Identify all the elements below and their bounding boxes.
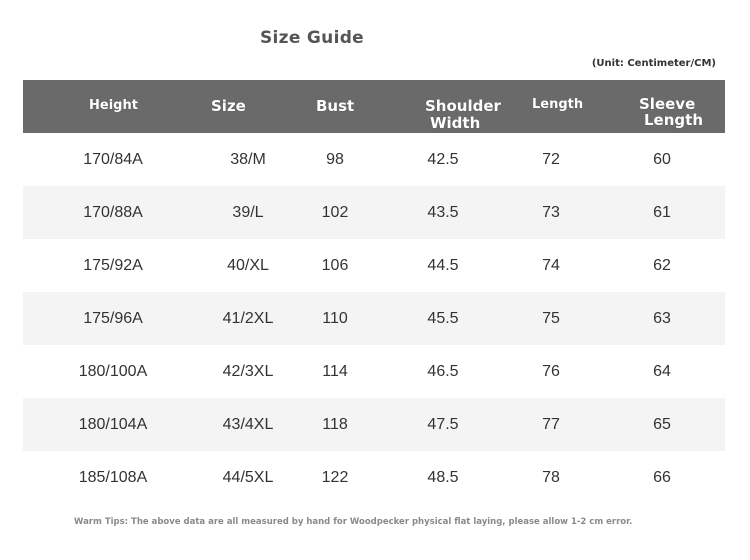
header-shoulder-line2: Width (430, 114, 481, 132)
table-row (23, 186, 725, 239)
table-row (23, 292, 725, 345)
cell-bust: 102 (321, 204, 349, 221)
warm-tips: Warm Tips: The above data are all measured by hand for Woodpecker physical flat laying, please allow 1-2 cm error. (74, 517, 633, 527)
cell-height: 175/96A (83, 310, 143, 327)
table-body (23, 133, 725, 504)
cell-size: 42/3XL (222, 363, 274, 380)
header-sleeve-line2: Length (644, 111, 703, 129)
cell-height: 175/92A (83, 257, 143, 274)
cell-length: 74 (542, 257, 560, 274)
cell-bust: 110 (322, 310, 348, 327)
cell-length: 78 (542, 469, 560, 486)
cell-length: 75 (542, 310, 560, 327)
cell-sleeve: 66 (653, 469, 671, 486)
cell-bust: 118 (322, 416, 348, 433)
cell-shoulder: 43.5 (427, 204, 459, 221)
size-table (23, 80, 725, 504)
cell-size: 41/2XL (222, 310, 274, 327)
cell-sleeve: 61 (653, 204, 671, 221)
table-row (23, 398, 725, 451)
cell-length: 77 (542, 416, 560, 433)
cell-bust: 122 (321, 469, 349, 486)
cell-shoulder: 47.5 (427, 416, 459, 433)
header-bust: Bust (316, 97, 355, 115)
table-row (23, 451, 725, 504)
cell-bust: 114 (322, 363, 348, 380)
header-sleeve-line1: Sleeve (639, 95, 696, 113)
cell-height: 185/108A (78, 469, 148, 486)
cell-size: 44/5XL (222, 469, 274, 486)
cell-bust: 98 (326, 151, 344, 168)
table-row (23, 133, 725, 186)
header-height: Height (89, 98, 138, 113)
cell-length: 76 (542, 363, 560, 380)
cell-sleeve: 60 (653, 151, 671, 168)
cell-height: 170/88A (83, 204, 143, 221)
cell-shoulder: 42.5 (427, 151, 459, 168)
table-header (23, 80, 725, 133)
page-title: Size Guide (260, 28, 364, 48)
cell-height: 180/104A (78, 416, 148, 433)
cell-size: 43/4XL (222, 416, 274, 433)
cell-shoulder: 46.5 (427, 363, 459, 380)
unit-note: (Unit: Centimeter/CM) (591, 58, 716, 69)
cell-sleeve: 63 (653, 310, 671, 327)
cell-sleeve: 65 (653, 416, 671, 433)
cell-length: 72 (542, 151, 560, 168)
cell-size: 38/M (230, 151, 266, 168)
cell-shoulder: 44.5 (427, 257, 459, 274)
cell-size: 39/L (232, 204, 264, 221)
cell-height: 180/100A (78, 363, 148, 380)
cell-height: 170/84A (83, 151, 143, 168)
cell-size: 40/XL (227, 257, 269, 274)
header-shoulder-line1: Shoulder (425, 97, 501, 115)
cell-shoulder: 45.5 (427, 310, 459, 327)
header-size: Size (211, 97, 246, 115)
table-row (23, 345, 725, 398)
cell-bust: 106 (321, 257, 349, 274)
cell-length: 73 (542, 204, 560, 221)
table-row (23, 239, 725, 292)
cell-sleeve: 64 (653, 363, 671, 380)
header-length: Length (532, 97, 584, 112)
cell-shoulder: 48.5 (427, 469, 459, 486)
cell-sleeve: 62 (653, 257, 671, 274)
